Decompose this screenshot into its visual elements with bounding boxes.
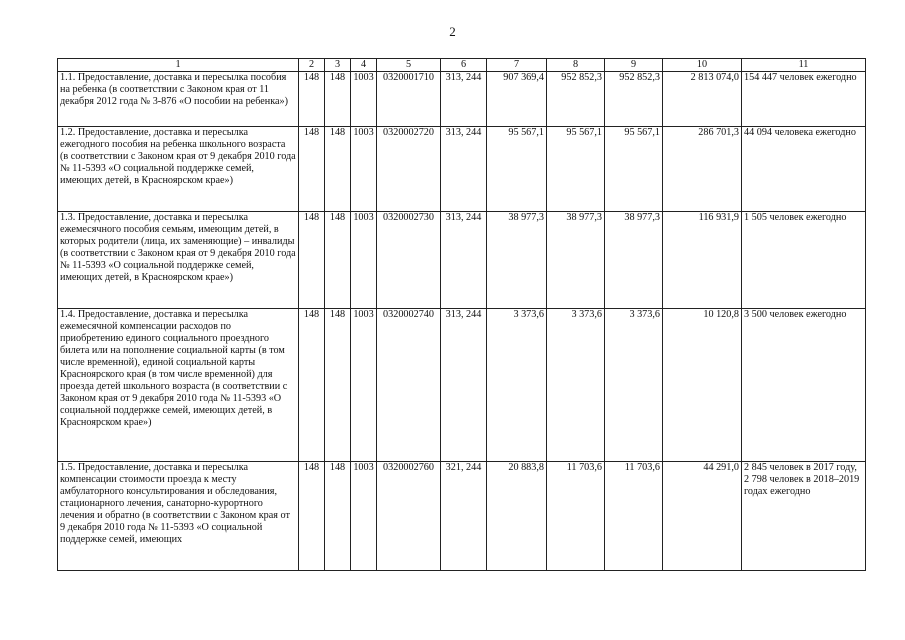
table-row bbox=[58, 309, 866, 462]
row-section-code: 1003 bbox=[351, 309, 377, 462]
table-row bbox=[58, 462, 866, 571]
row-target-article: 0320002740 bbox=[377, 309, 441, 462]
row-year-1: 3 373,6 bbox=[487, 309, 547, 462]
row-expense-type: 313, 244 bbox=[441, 127, 487, 212]
row-description: 1.4. Предоставление, доставка и пересылка ежемесячной компенсации расходов по приобретению единого социального проездного билета или на пополнение социальной карты (в том числе временной), единой социальной карты Красноярского края (в том числе временной) для проезда детей школьного возраста (в соответствии с Законом края от 9 декабря 2010 года № 11-5393 «О социальной поддержке семей, имеющих детей, в Красноярском крае») bbox=[58, 309, 299, 462]
row-total: 116 931,9 bbox=[663, 212, 742, 309]
row-year-3: 11 703,6 bbox=[605, 462, 663, 571]
row-description: 1.2. Предоставление, доставка и пересылка ежегодного пособия на ребенка школьного возраста (в соответствии с Законом края от 9 декабря 2010 года № 11-5393 «О социальной поддержке семей, имеющих детей, в Красноярском крае») bbox=[58, 127, 299, 212]
row-code-2: 148 bbox=[325, 212, 351, 309]
header-col-4: 4 bbox=[351, 59, 377, 72]
row-year-2: 3 373,6 bbox=[547, 309, 605, 462]
row-target-article: 0320001710 bbox=[377, 72, 441, 127]
header-row bbox=[58, 59, 866, 72]
row-year-1: 907 369,4 bbox=[487, 72, 547, 127]
row-year-3: 952 852,3 bbox=[605, 72, 663, 127]
row-year-1: 20 883,8 bbox=[487, 462, 547, 571]
header-col-5: 5 bbox=[377, 59, 441, 72]
row-description: 1.3. Предоставление, доставка и пересылка ежемесячного пособия семьям, имеющим детей, в которых родители (лица, их заменяющие) – инвалиды (в соответствии с Законом края от 9 декабря 2010 года № 11-5393 «О социальной поддержке семей, имеющих детей, в Красноярском крае») bbox=[58, 212, 299, 309]
header-col-3: 3 bbox=[325, 59, 351, 72]
header-col-1: 1 bbox=[58, 59, 299, 72]
budget-table bbox=[57, 58, 866, 571]
row-expected-result: 2 845 человек в 2017 году, 2 798 человек в 2018–2019 годах ежегодно bbox=[742, 462, 866, 571]
row-grbs-code: 148 bbox=[299, 309, 325, 462]
table-row bbox=[58, 72, 866, 127]
row-grbs-code: 148 bbox=[299, 72, 325, 127]
row-year-2: 95 567,1 bbox=[547, 127, 605, 212]
row-code-2: 148 bbox=[325, 462, 351, 571]
page-number: 2 bbox=[449, 24, 456, 39]
row-target-article: 0320002730 bbox=[377, 212, 441, 309]
row-code-2: 148 bbox=[325, 309, 351, 462]
row-section-code: 1003 bbox=[351, 127, 377, 212]
row-expected-result: 154 447 человек ежегодно bbox=[742, 72, 866, 127]
row-total: 286 701,3 bbox=[663, 127, 742, 212]
row-description: 1.1. Предоставление, доставка и пересылка пособия на ребенка (в соответствии с Законом края от 11 декабря 2012 года № 3-876 «О пособии на ребенка») bbox=[58, 72, 299, 127]
row-year-3: 95 567,1 bbox=[605, 127, 663, 212]
row-expense-type: 321, 244 bbox=[441, 462, 487, 571]
header-col-9: 9 bbox=[605, 59, 663, 72]
row-total: 44 291,0 bbox=[663, 462, 742, 571]
row-year-2: 952 852,3 bbox=[547, 72, 605, 127]
header-col-6: 6 bbox=[441, 59, 487, 72]
row-year-3: 3 373,6 bbox=[605, 309, 663, 462]
row-total: 2 813 074,0 bbox=[663, 72, 742, 127]
row-year-2: 38 977,3 bbox=[547, 212, 605, 309]
row-total: 10 120,8 bbox=[663, 309, 742, 462]
row-description: 1.5. Предоставление, доставка и пересылка компенсации стоимости проезда к месту амбулаторного консультирования и обследования, стационарного лечения, санаторно-курортного лечения и обратно (в соответствии с Законом края от 9 декабря 2010 года № 11-5393 «О социальной поддержке семей, имеющих bbox=[58, 462, 299, 571]
row-expected-result: 1 505 человек ежегодно bbox=[742, 212, 866, 309]
header-col-8: 8 bbox=[547, 59, 605, 72]
row-expense-type: 313, 244 bbox=[441, 212, 487, 309]
table-row bbox=[58, 127, 866, 212]
row-grbs-code: 148 bbox=[299, 462, 325, 571]
row-year-1: 38 977,3 bbox=[487, 212, 547, 309]
row-section-code: 1003 bbox=[351, 72, 377, 127]
row-code-2: 148 bbox=[325, 127, 351, 212]
header-col-2: 2 bbox=[299, 59, 325, 72]
row-section-code: 1003 bbox=[351, 212, 377, 309]
row-grbs-code: 148 bbox=[299, 127, 325, 212]
row-target-article: 0320002760 bbox=[377, 462, 441, 571]
row-year-1: 95 567,1 bbox=[487, 127, 547, 212]
header-col-11: 11 bbox=[742, 59, 866, 72]
header-col-10: 10 bbox=[663, 59, 742, 72]
row-expected-result: 44 094 человека ежегодно bbox=[742, 127, 866, 212]
table-row bbox=[58, 212, 866, 309]
row-year-2: 11 703,6 bbox=[547, 462, 605, 571]
row-section-code: 1003 bbox=[351, 462, 377, 571]
row-year-3: 38 977,3 bbox=[605, 212, 663, 309]
row-grbs-code: 148 bbox=[299, 212, 325, 309]
row-target-article: 0320002720 bbox=[377, 127, 441, 212]
row-expected-result: 3 500 человек ежегодно bbox=[742, 309, 866, 462]
header-col-7: 7 bbox=[487, 59, 547, 72]
row-expense-type: 313, 244 bbox=[441, 72, 487, 127]
row-code-2: 148 bbox=[325, 72, 351, 127]
row-expense-type: 313, 244 bbox=[441, 309, 487, 462]
